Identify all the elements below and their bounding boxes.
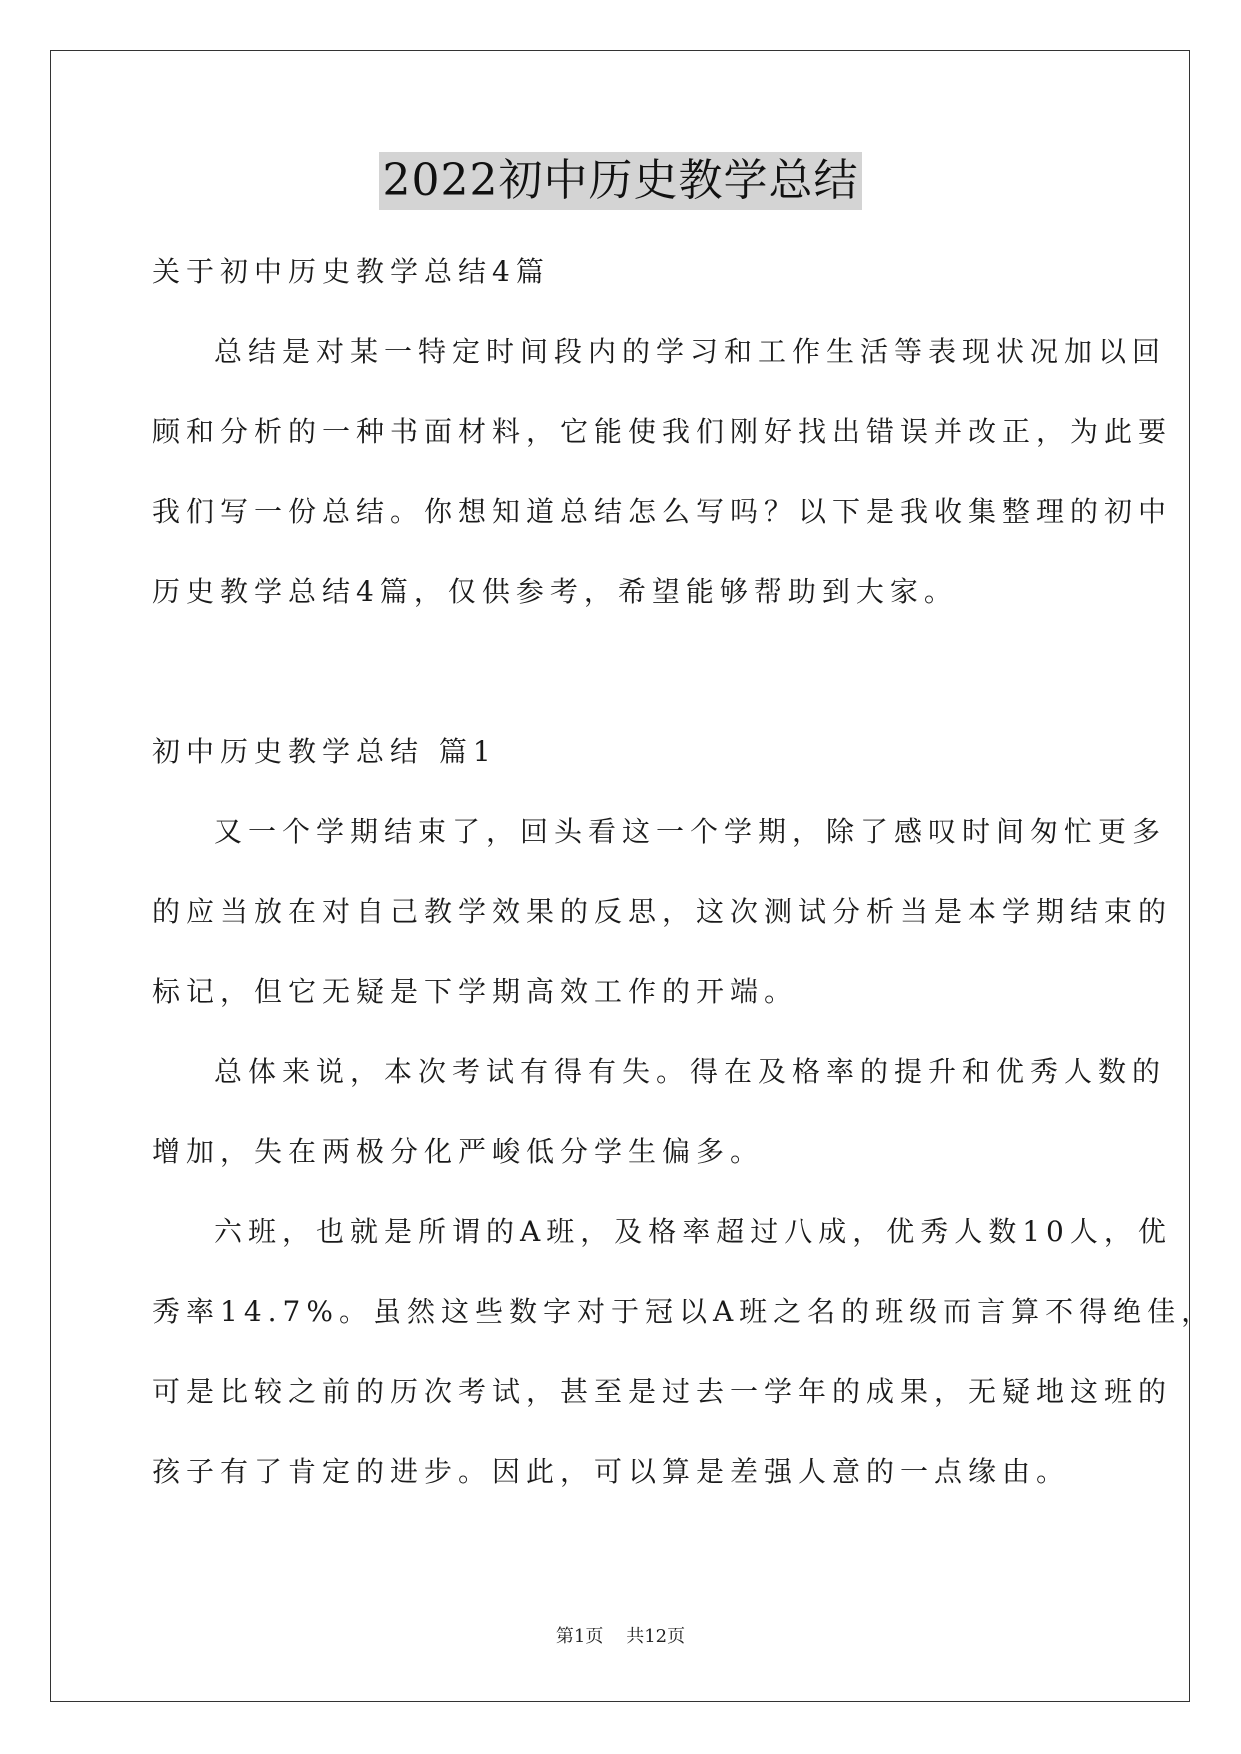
intro-line: 历史教学总结4篇，仅供参考，希望能够帮助到大家。 — [152, 575, 958, 608]
document-body — [152, 232, 1216, 1512]
paragraph-line: 增加，失在两极分化严峻低分学生偏多。 — [152, 1135, 765, 1168]
title-container — [0, 152, 1241, 210]
paragraph-line: 标记，但它无疑是下学期高效工作的开端。 — [152, 975, 799, 1008]
intro-line: 我们写一份总结。你想知道总结怎么写吗？以下是我收集整理的初中 — [152, 495, 1173, 528]
paragraph-line: 可是比较之前的历次考试，甚至是过去一学年的成果，无疑地这班的 — [152, 1375, 1173, 1408]
section-heading: 初中历史教学总结 篇1 — [152, 735, 497, 768]
page-number: 第1页 共12页 — [555, 1626, 686, 1647]
paragraph-line: 的应当放在对自己教学效果的反思，这次测试分析当是本学期结束的 — [152, 895, 1173, 928]
intro-line: 顾和分析的一种书面材料，它能使我们刚好找出错误并改正，为此要 — [152, 415, 1173, 448]
paragraph-line: 六班，也就是所谓的A班，及格率超过八成，优秀人数10人，优 — [214, 1215, 1172, 1248]
document-title: 2022初中历史教学总结 — [379, 152, 863, 210]
paragraph-line: 又一个学期结束了，回头看这一个学期，除了感叹时间匆忙更多 — [214, 815, 1167, 848]
document-subtitle: 关于初中历史教学总结4篇 — [152, 255, 550, 288]
paragraph-line: 孩子有了肯定的进步。因此，可以算是差强人意的一点缘由。 — [152, 1455, 1071, 1488]
page-footer — [0, 1622, 1241, 1648]
paragraph-line: 秀率14.7%。虽然这些数字对于冠以A班之名的班级而言算不得绝佳， — [152, 1295, 1216, 1328]
paragraph-line: 总体来说，本次考试有得有失。得在及格率的提升和优秀人数的 — [214, 1055, 1167, 1088]
intro-line: 总结是对某一特定时间段内的学习和工作生活等表现状况加以回 — [214, 335, 1167, 368]
